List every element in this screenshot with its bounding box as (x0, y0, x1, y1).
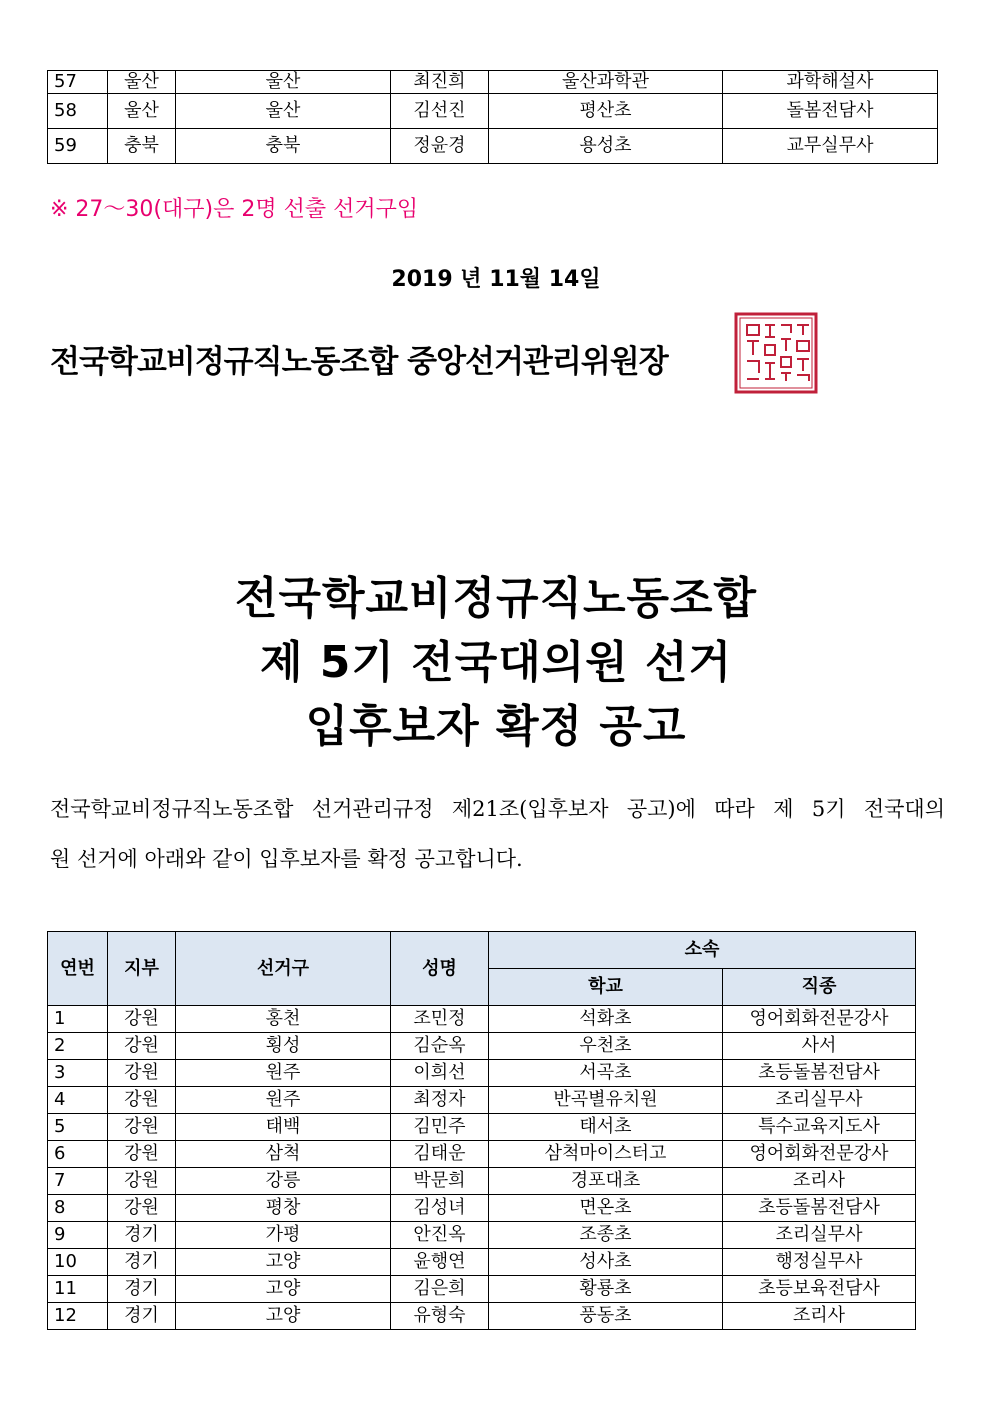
header-district: 선거구 (176, 932, 391, 1006)
cell-district: 충북 (176, 129, 391, 164)
cell-school: 풍동초 (489, 1303, 723, 1330)
table-row (48, 1033, 916, 1060)
cell-no: 2 (48, 1033, 108, 1060)
table-row (48, 1276, 916, 1303)
announcement-title-line-1: 전국학교비정규직노동조합 (234, 573, 758, 624)
cell-branch: 경기 (108, 1276, 176, 1303)
cell-district: 태백 (176, 1114, 391, 1141)
cell-school: 서곡초 (489, 1060, 723, 1087)
candidate-table-continued (47, 70, 938, 164)
cell-school: 면온초 (489, 1195, 723, 1222)
header-school: 학교 (489, 969, 723, 1006)
cell-name: 김민주 (391, 1114, 489, 1141)
cell-district: 강릉 (176, 1168, 391, 1195)
cell-name: 김선진 (391, 94, 489, 129)
cell-school: 우천초 (489, 1033, 723, 1060)
cell-district: 삼척 (176, 1141, 391, 1168)
table-row (48, 94, 938, 129)
cell-name: 김은희 (391, 1276, 489, 1303)
cell-school: 용성초 (489, 129, 723, 164)
cell-no: 6 (48, 1141, 108, 1168)
official-seal-icon (733, 311, 819, 395)
cell-name: 김성녀 (391, 1195, 489, 1222)
cell-job: 초등돌봄전담사 (723, 1060, 916, 1087)
cell-no: 12 (48, 1303, 108, 1330)
cell-job: 행정실무사 (723, 1249, 916, 1276)
cell-name: 최진희 (391, 71, 489, 94)
cell-branch: 울산 (108, 71, 176, 94)
cell-school: 황룡초 (489, 1276, 723, 1303)
cell-branch: 강원 (108, 1060, 176, 1087)
cell-job: 영어회화전문강사 (723, 1006, 916, 1033)
cell-school: 울산과학관 (489, 71, 723, 94)
cell-name: 정윤경 (391, 129, 489, 164)
cell-district: 횡성 (176, 1033, 391, 1060)
table-row (48, 1303, 916, 1330)
cell-no: 58 (48, 94, 108, 129)
cell-job: 과학해설사 (723, 71, 938, 94)
cell-branch: 강원 (108, 1195, 176, 1222)
announcement-title-line-2: 제 5기 전국대의원 선거 (259, 637, 733, 688)
cell-no: 3 (48, 1060, 108, 1087)
cell-name: 안진옥 (391, 1222, 489, 1249)
cell-job: 사서 (723, 1033, 916, 1060)
cell-district: 울산 (176, 94, 391, 129)
cell-no: 59 (48, 129, 108, 164)
cell-branch: 강원 (108, 1114, 176, 1141)
cell-branch: 강원 (108, 1087, 176, 1114)
signer-title: 전국학교비정규직노동조합 중앙선거관리위원장 (50, 344, 668, 380)
table-row (48, 1060, 916, 1087)
cell-no: 9 (48, 1222, 108, 1249)
cell-district: 고양 (176, 1303, 391, 1330)
cell-no: 7 (48, 1168, 108, 1195)
table-row (48, 1195, 916, 1222)
header-name: 성명 (391, 932, 489, 1006)
table-row (48, 1222, 916, 1249)
cell-school: 평산초 (489, 94, 723, 129)
cell-name: 김태운 (391, 1141, 489, 1168)
table-row (48, 1087, 916, 1114)
cell-job: 초등보육전담사 (723, 1276, 916, 1303)
cell-branch: 경기 (108, 1249, 176, 1276)
cell-branch: 강원 (108, 1033, 176, 1060)
body-paragraph-line-2: 원 선거에 아래와 같이 입후보자를 확정 공고합니다. (50, 847, 523, 871)
header-no: 연번 (48, 932, 108, 1006)
cell-branch: 울산 (108, 94, 176, 129)
cell-name: 유형숙 (391, 1303, 489, 1330)
cell-name: 윤행연 (391, 1249, 489, 1276)
table-row (48, 1168, 916, 1195)
table-row (48, 1249, 916, 1276)
header-affiliation: 소속 (489, 932, 916, 969)
cell-job: 교무실무사 (723, 129, 938, 164)
cell-school: 태서초 (489, 1114, 723, 1141)
cell-no: 10 (48, 1249, 108, 1276)
cell-name: 조민정 (391, 1006, 489, 1033)
cell-job: 조리사 (723, 1303, 916, 1330)
cell-no: 8 (48, 1195, 108, 1222)
cell-school: 성사초 (489, 1249, 723, 1276)
cell-branch: 강원 (108, 1006, 176, 1033)
cell-job: 영어회화전문강사 (723, 1141, 916, 1168)
cell-job: 조리실무사 (723, 1087, 916, 1114)
cell-district: 원주 (176, 1060, 391, 1087)
cell-name: 박문희 (391, 1168, 489, 1195)
cell-job: 돌봄전담사 (723, 94, 938, 129)
cell-district: 고양 (176, 1249, 391, 1276)
announcement-title-line-3: 입후보자 확정 공고 (305, 701, 687, 752)
cell-district: 가평 (176, 1222, 391, 1249)
cell-job: 조리사 (723, 1168, 916, 1195)
cell-name: 최정자 (391, 1087, 489, 1114)
cell-name: 이희선 (391, 1060, 489, 1087)
cell-no: 57 (48, 71, 108, 94)
cell-school: 경포대초 (489, 1168, 723, 1195)
cell-no: 5 (48, 1114, 108, 1141)
cell-branch: 경기 (108, 1303, 176, 1330)
table-row (48, 129, 938, 164)
cell-no: 4 (48, 1087, 108, 1114)
cell-school: 삼척마이스터고 (489, 1141, 723, 1168)
cell-job: 조리실무사 (723, 1222, 916, 1249)
cell-no: 11 (48, 1276, 108, 1303)
header-branch: 지부 (108, 932, 176, 1006)
cell-branch: 강원 (108, 1168, 176, 1195)
cell-school: 석화초 (489, 1006, 723, 1033)
table-row (48, 1141, 916, 1168)
candidate-table (47, 931, 916, 1330)
cell-no: 1 (48, 1006, 108, 1033)
cell-branch: 경기 (108, 1222, 176, 1249)
table-row (48, 1006, 916, 1033)
cell-district: 원주 (176, 1087, 391, 1114)
table-row (48, 1114, 916, 1141)
cell-district: 고양 (176, 1276, 391, 1303)
cell-name: 김순옥 (391, 1033, 489, 1060)
cell-branch: 충북 (108, 129, 176, 164)
cell-school: 조종초 (489, 1222, 723, 1249)
cell-job: 특수교육지도사 (723, 1114, 916, 1141)
table-row (48, 71, 938, 94)
district-note: ※ 27～30(대구)은 2명 선출 선거구임 (50, 197, 419, 222)
cell-district: 홍천 (176, 1006, 391, 1033)
cell-district: 평창 (176, 1195, 391, 1222)
cell-branch: 강원 (108, 1141, 176, 1168)
cell-job: 초등돌봄전담사 (723, 1195, 916, 1222)
header-job: 직종 (723, 969, 916, 1006)
body-paragraph-line-1: 전국학교비정규직노동조합 선거관리규정 제21조(입후보자 공고)에 따라 제 5기 전국대의 (50, 797, 945, 821)
cell-district: 울산 (176, 71, 391, 94)
cell-school: 반곡별유치원 (489, 1087, 723, 1114)
announcement-date: 2019 년 11월 14일 (391, 267, 601, 292)
